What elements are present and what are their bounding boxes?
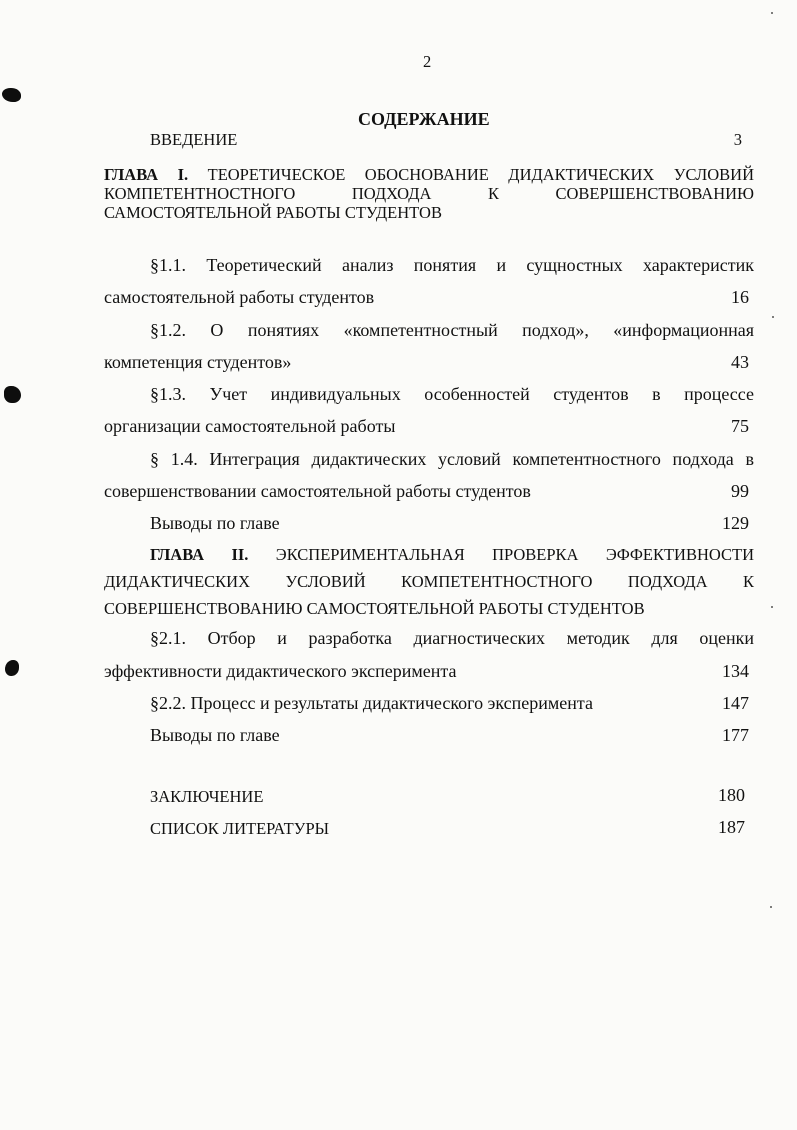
toc-section-2-2-page: 147 [722,693,749,713]
chapter2-heading-line1: ГЛАВА II. ЭКСПЕРИМЕНТАЛЬНАЯ ПРОВЕРКА ЭФФЕКТИВНОСТИ [150,545,754,564]
toc-section-1-1-line2: самостоятельной работы студентов [104,287,375,307]
chapter1-heading-line1: ГЛАВА I. ТЕОРЕТИЧЕСКОЕ ОБОСНОВАНИЕ ДИДАКТИЧЕСКИХ УСЛОВИЙ [104,165,754,184]
chapter2-heading-line2: ДИДАКТИЧЕСКИХ УСЛОВИЙ КОМПЕТЕНТНОСТНОГО ПОДХОДА К [104,572,754,591]
toc-chapter1-conclusion-page: 129 [722,513,749,533]
toc-section-1-4-page: 99 [731,481,749,501]
toc-references-label: СПИСОК ЛИТЕРАТУРЫ [150,819,330,838]
toc-section-2-2-label: §2.2. Процесс и результаты дидактического эксперимента [150,693,593,713]
toc-chapter2-conclusion-label: Выводы по главе [150,725,280,745]
scan-blot [4,386,21,403]
scan-speck [771,12,773,14]
chapter1-heading-line2: КОМПЕТЕНТНОСТНОГО ПОДХОДА К СОВЕРШЕНСТВОВАНИЮ [104,184,754,203]
toc-section-1-2-line2: компетенция студентов» [104,352,292,372]
toc-final-page: 180 [718,785,745,805]
toc-section-1-1-line1: §1.1. Теоретический анализ понятия и сущностных характеристик [150,255,754,275]
scan-blot [2,88,21,102]
page-title: СОДЕРЖАНИЕ [358,109,490,129]
toc-chapter2-conclusion-page: 177 [722,725,749,745]
toc-references-page: 187 [718,817,745,837]
toc-section-1-3-line1: §1.3. Учет индивидуальных особенностей студентов в процессе [150,384,754,404]
toc-section-2-1-line2: эффективности дидактического эксперимента [104,661,457,681]
toc-section-2-1-line1: §2.1. Отбор и разработка диагностических методик для оценки [150,628,754,648]
toc-section-1-4-line1: § 1.4. Интеграция дидактических условий компетентностного подхода в [150,449,754,469]
scan-blot [5,660,19,676]
toc-intro-page: 3 [733,130,742,149]
chapter1-heading-line3: САМОСТОЯТЕЛЬНОЙ РАБОТЫ СТУДЕНТОВ [104,203,442,222]
toc-final-label: ЗАКЛЮЧЕНИЕ [150,787,264,806]
chapter2-heading-line3: СОВЕРШЕНСТВОВАНИЮ САМОСТОЯТЕЛЬНОЙ РАБОТЫ СТУДЕНТОВ [104,599,645,618]
toc-section-1-1-page: 16 [731,287,749,307]
toc-section-1-3-line2: организации самостоятельной работы [104,416,396,436]
toc-section-1-4-line2: совершенствовании самостоятельной работы студентов [104,481,531,501]
toc-section-2-1-page: 134 [722,661,749,681]
toc-chapter1-conclusion-label: Выводы по главе [150,513,280,533]
toc-section-1-2-line1: §1.2. О понятиях «компетентностный подход», «информационная [150,320,754,340]
toc-intro-label: ВВЕДЕНИЕ [150,130,238,149]
scan-speck [770,906,772,908]
toc-section-1-3-page: 75 [731,416,749,436]
scan-speck [771,606,773,608]
page-number: 2 [423,52,432,71]
toc-section-1-2-page: 43 [731,352,749,372]
scan-speck [772,316,774,318]
